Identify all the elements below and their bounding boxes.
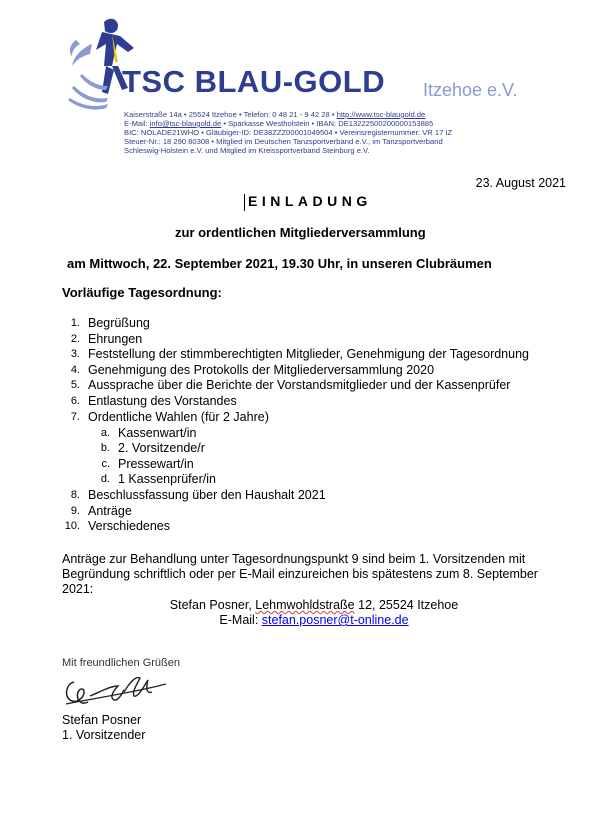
email-label: E-Mail:: [219, 613, 262, 627]
submission-paragraph: Anträge zur Behandlung unter Tagesordnungspunkt 9 sind beim 1. Vorsitzenden mit Begründung schriftlich oder per E-Mail einzureichen bis spätestens zum 8. September 2021:: [62, 552, 538, 596]
letter-title: EINLADUNG: [248, 193, 372, 209]
item-text: Feststellung der stimmberechtigten Mitglieder, Genehmigung der Tagesordnung: [88, 347, 529, 361]
text-cursor: [244, 194, 245, 211]
item-text: Ordentliche Wahlen (für 2 Jahre): [88, 410, 269, 424]
item-text: Entlastung des Vorstandes: [88, 394, 237, 408]
item-text: Anträge: [88, 504, 132, 518]
item-number: 8.: [70, 489, 80, 501]
item-text: Beschlussfassung über den Haushalt 2021: [88, 488, 326, 502]
item-letter: b.: [100, 442, 110, 454]
club-email-link[interactable]: info@tsc-blaugold.de: [149, 119, 222, 128]
item-number: 5.: [70, 379, 80, 391]
contact-street: Lehmwohldstraße: [255, 598, 355, 612]
item-letter: d.: [100, 473, 110, 485]
item-text: Verschiedenes: [88, 519, 171, 533]
website-link[interactable]: http://www.tsc-blaugold.de: [336, 110, 426, 119]
item-letter: c.: [101, 458, 110, 470]
item-text: 2. Vorsitzende/r: [118, 441, 205, 455]
closing-greeting: Mit freundlichen Grüßen: [62, 657, 180, 669]
agenda-heading: Vorläufige Tagesordnung:: [62, 285, 222, 300]
club-location: Itzehoe e.V.: [423, 80, 518, 100]
signer-role: 1. Vorsitzender: [62, 728, 146, 742]
contact-email-link[interactable]: stefan.posner@t-online.de: [261, 613, 409, 627]
item-number: 7.: [70, 411, 80, 423]
address-text: Kaiserstraße 14a • 25524 Itzehoe • Telefon: 0 48 21 - 9 42 28 •: [124, 110, 337, 119]
letterhead-line-1: [124, 110, 425, 119]
bank-text: • Sparkasse Westholstein • IBAN: DE13222500200000153885: [221, 119, 434, 128]
item-text: Aussprache über die Berichte der Vorstandsmitglieder und der Kassenprüfer: [88, 378, 511, 392]
meeting-datetime: am Mittwoch, 22. September 2021, 19.30 Uhr, in unseren Clubräumen: [67, 256, 492, 271]
letter-subtitle: zur ordentlichen Mitgliederversammlung: [175, 225, 426, 240]
letterhead-line-4: Steuer-Nr.: 18 290 80308 • Mitglied im Deutschen Tanzsportverband e.V., im Tanzsportverband: [124, 137, 443, 146]
club-name: TSC BLAU-GOLD: [122, 64, 386, 99]
letterhead-line-5: Schleswig-Holstein e.V. und Mitglied im Kreissportverband Steinburg e.V.: [124, 146, 370, 155]
signer-name: Stefan Posner: [62, 713, 142, 727]
contact-name: Stefan Posner,: [169, 598, 256, 612]
item-number: 3.: [70, 348, 80, 360]
item-text: Genehmigung des Protokolls der Mitgliederversammlung 2020: [88, 363, 435, 377]
contact-city: 12, 25524 Itzehoe: [354, 598, 459, 612]
item-text: Ehrungen: [88, 332, 143, 346]
letterhead-line-2: [124, 119, 433, 128]
email-label: E-Mail:: [124, 119, 150, 128]
contact-address: [0, 598, 591, 612]
item-number: 4.: [70, 364, 80, 376]
item-number: 6.: [70, 395, 80, 407]
item-number: 10.: [64, 520, 80, 532]
letterhead-line-3: BIC: NOLADE21WHO • Gläubiger-ID: DE38ZZZ00001049504 • Vereinsregisternummer: VR 17 IZ: [124, 128, 453, 137]
handwritten-signature: [60, 668, 180, 710]
item-number: 9.: [70, 505, 80, 517]
item-text: Kassenwart/in: [118, 426, 197, 440]
item-text: Pressewart/in: [118, 457, 194, 471]
contact-email: [0, 613, 591, 627]
item-number: 2.: [70, 333, 80, 345]
item-letter: a.: [100, 427, 110, 439]
letter-date: 23. August 2021: [475, 176, 566, 190]
item-number: 1.: [70, 317, 80, 329]
item-text: Begrüßung: [88, 316, 150, 330]
item-text: 1 Kassenprüfer/in: [118, 472, 216, 486]
